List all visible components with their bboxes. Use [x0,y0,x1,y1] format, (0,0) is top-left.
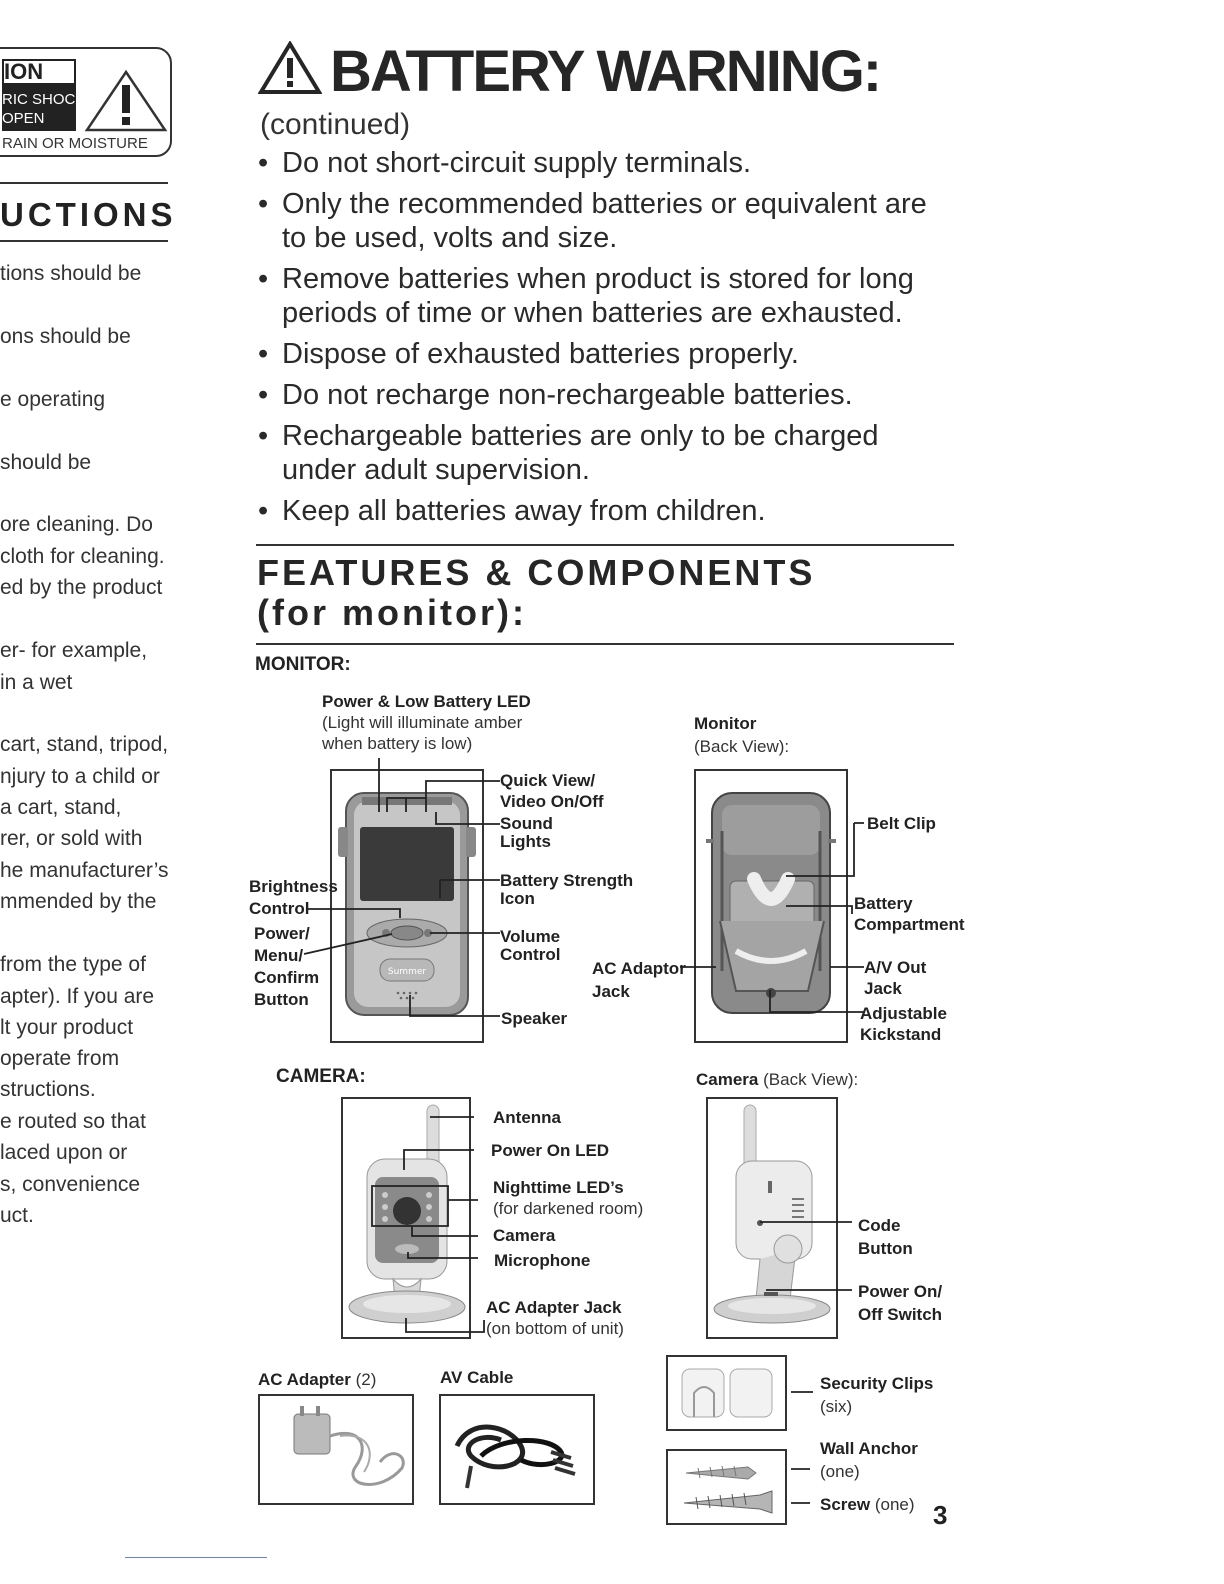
battery-strength-line-1: Battery Strength [500,871,634,890]
left-rule-top [0,182,168,184]
caution-label [0,47,172,157]
power-switch-line-2: Off Switch [858,1305,943,1324]
kickstand-line-1: Adjustable [860,1004,947,1023]
power-menu-line-3: Confirm [254,968,320,987]
left-text-line: a cart, stand, [0,796,122,819]
brightness-label [249,876,338,920]
brightness-line-1: Brightness [249,877,338,896]
left-column-cropped [0,0,200,1584]
features-heading: FEATURES & COMPONENTS [257,552,816,593]
brightness-line-2: Control [249,899,310,918]
quick-view-label [500,770,604,812]
monitor-back-subtitle: (Back View): [694,737,790,756]
ac-adaptor-jack-line-1: AC Adaptor [592,959,686,978]
wall-anchor-text: Wall Anchor [820,1439,918,1458]
power-on-led-text: Power On LED [491,1141,610,1160]
left-text-line: structions. [0,1078,96,1101]
camera-front-image [341,1097,471,1339]
sound-lights-line-2: Lights [500,832,551,851]
battery-strength-line-2: Icon [500,889,535,908]
battery-warning-list [258,146,958,535]
left-text-line: cart, stand, tripod, [0,733,169,756]
left-text-line: ed by the product [0,576,163,599]
page-title-text: BATTERY WARNING: [330,39,881,104]
power-menu-label [254,923,319,1011]
ac-adapter-jack-title: AC Adapter Jack [486,1298,622,1317]
nighttime-led-title: Nighttime LED’s [493,1178,624,1197]
power-led-note-1: (Light will illuminate amber [322,713,523,732]
caution-line-2: OPEN [2,110,45,127]
left-text-line: ore cleaning. Do [0,513,153,536]
caution-black-panel [2,59,86,131]
left-text-line: he manufacturer’s [0,859,169,882]
caution-bottom-text: RAIN OR MOISTURE [2,135,148,152]
kickstand-line-2: Kickstand [860,1025,942,1044]
av-cable-label [440,1367,513,1388]
security-clips-qty: (six) [820,1397,853,1416]
av-cable-image [439,1394,595,1505]
code-button-label [858,1214,913,1260]
wall-anchor-qty: (one) [820,1462,860,1481]
list-item: • Keep all batteries away from children. [258,494,958,528]
ac-adapter-label [258,1369,376,1390]
belt-clip-label [867,813,936,834]
left-text-line: s, convenience [0,1173,141,1196]
camera-lens-text: Camera [493,1226,556,1245]
page-title [258,38,880,105]
power-switch-line-1: Power On/ [858,1282,943,1301]
monitor-brand-logo: Summer [387,967,427,977]
wall-anchor-label [820,1437,918,1483]
power-menu-line-2: Menu/ [254,946,304,965]
volume-line-2: Control [500,945,561,964]
monitor-back-title [694,712,789,758]
power-menu-line-4: Button [254,990,309,1009]
left-text-line: rer, or sold with [0,827,143,850]
antenna-label [493,1107,561,1128]
camera-back-image [706,1097,838,1339]
left-text-line: e routed so that [0,1110,146,1133]
monitor-back-image [694,769,848,1043]
volume-label [500,928,560,964]
list-item: • Only the recommended batteries or equivalent are to be used, volts and size. [258,187,958,255]
battery-strength-label [500,872,633,908]
features-subheading: (for monitor): [257,592,527,633]
caution-line-1: RIC SHOCK [2,91,86,108]
quick-view-line-2: Video On/Off [500,792,604,811]
ac-adapter-jack-note: (on bottom of unit) [486,1319,624,1338]
left-text-line: njury to a child or [0,765,160,788]
list-item: • Do not recharge non-rechargeable batteries. [258,378,958,412]
left-rule-bottom [0,240,168,242]
av-cable-text: AV Cable [440,1368,514,1387]
camera-back-title [696,1069,858,1090]
power-led-note-2: when battery is low) [322,734,473,753]
section-rule-top [256,544,954,546]
ac-adaptor-jack-line-2: Jack [592,982,630,1001]
left-text-line: in a wet [0,671,73,694]
camera-section-label: CAMERA: [276,1066,366,1087]
list-item: • Rechargeable batteries are only to be charged under adult supervision. [258,419,958,487]
monitor-back-title-text: Monitor [694,714,757,733]
camera-back-subtitle: (Back View): [763,1070,859,1089]
monitor-section-label: MONITOR: [255,654,351,675]
left-heading: UCTIONS [0,196,177,233]
security-clips-image [666,1355,787,1431]
page-number: 3 [933,1500,948,1530]
camera-back-title-text: Camera [696,1070,759,1089]
left-text-line: ons should be [0,325,131,348]
left-text-line: e operating [0,388,106,411]
list-item: • Remove batteries when product is stored for long periods of time or when batteries are exhausted. [258,262,958,330]
ac-adapter-text: AC Adapter [258,1370,351,1389]
battery-compartment-label [854,893,965,935]
left-text-line: lt your product [0,1016,134,1039]
speaker-label [501,1008,567,1029]
power-led-title: Power & Low Battery LED [322,692,531,711]
ac-adapter-jack-label [486,1297,624,1339]
volume-line-1: Volume [500,927,561,946]
av-out-line-1: A/V Out [864,958,927,977]
microphone-text: Microphone [494,1251,591,1270]
screw-qty: (one) [874,1495,915,1514]
left-text-line: mmended by the [0,890,157,913]
sound-lights-line-1: Sound [500,814,553,833]
battery-compartment-line-1: Battery [854,894,913,913]
antenna-text: Antenna [493,1108,561,1127]
warning-triangle-icon [84,69,168,133]
warning-triangle-icon [258,41,322,95]
code-button-line-2: Button [858,1239,913,1258]
wall-anchor-screw-image [666,1449,787,1525]
ac-adapter-qty: (2) [355,1370,377,1389]
monitor-front-image [330,769,484,1043]
power-switch-label [858,1280,942,1326]
ac-adapter-image [258,1394,414,1505]
footer-rule [125,1557,267,1558]
av-out-line-2: Jack [864,979,902,998]
av-out-jack-label [864,957,926,999]
left-text-line: apter). If you are [0,985,155,1008]
screw-label [820,1494,915,1515]
nighttime-led-label [493,1177,643,1219]
belt-clip-text: Belt Clip [867,814,936,833]
camera-lens-label [493,1225,555,1246]
sound-lights-label [500,815,553,851]
battery-compartment-line-2: Compartment [854,915,965,934]
nighttime-led-note: (for darkened room) [493,1199,644,1218]
code-button-line-1: Code [858,1216,901,1235]
list-item: • Do not short-circuit supply terminals. [258,146,958,180]
speaker-text: Speaker [501,1009,568,1028]
left-text-line: er- for example, [0,639,148,662]
microphone-label [494,1250,590,1271]
left-text-line: tions should be [0,262,142,285]
quick-view-line-1: Quick View/ [500,771,596,790]
left-text-line: from the type of [0,953,146,976]
caution-title: ION [2,59,76,85]
left-text-line: operate from [0,1047,120,1070]
power-on-led-label [491,1140,609,1161]
left-text-line: laced upon or [0,1141,128,1164]
kickstand-label [860,1003,947,1045]
power-menu-line-1: Power/ [254,924,310,943]
page-subtitle: (continued) [260,108,411,141]
security-clips-label [820,1372,933,1418]
section-rule-bottom [256,643,954,645]
left-text-line: should be [0,451,92,474]
security-clips-text: Security Clips [820,1374,934,1393]
ac-adaptor-jack-label [592,957,686,1003]
left-text-line: cloth for cleaning. [0,545,165,568]
screw-text: Screw [820,1495,871,1514]
left-text-line: uct. [0,1204,34,1227]
list-item: • Dispose of exhausted batteries properly. [258,337,958,371]
power-led-label [322,691,531,754]
